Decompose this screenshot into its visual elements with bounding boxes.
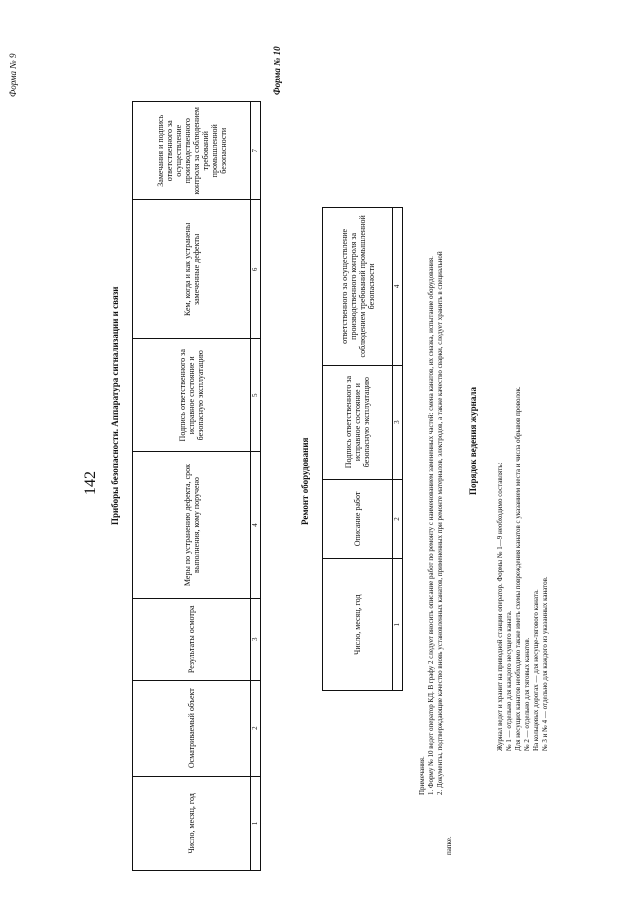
table2-col-number: 2 xyxy=(393,479,403,559)
table1-header-results: Результаты осмотра xyxy=(133,598,251,680)
table1-title: Приборы безопасности. Аппаратура сигнализации и связи xyxy=(110,286,120,525)
table2-number-row xyxy=(393,208,403,691)
table1-header-date: Число, месяц, год xyxy=(133,776,251,870)
table2-col-number: 4 xyxy=(393,208,403,366)
equipment-repair-table xyxy=(322,207,403,691)
table2-header-signature: Подпись ответственного за исправное состояние и безопасную эксплуатацию xyxy=(323,365,393,479)
notes-line: папке. xyxy=(445,836,453,855)
notes-line: 1. Форму № 10 ведет оператор КД. В графу 2 следует вносить описание работ по ремонту с наименованием замененных частей: смена канатов, их смазка, испытание оборудования. xyxy=(427,256,435,795)
table2-col-number: 3 xyxy=(393,365,403,479)
table1-header-remarks: Замечания и подпись ответственного за осуществление производственного контроля за соблюдением требований промышленной безопасности xyxy=(133,102,251,200)
page-number: 142 xyxy=(82,471,99,495)
table2-header-description: Описание работ xyxy=(323,479,393,559)
table1-header-fixed-by: Кем, когда и как устранены замеченные дефекты xyxy=(133,200,251,339)
table2-header-row xyxy=(323,208,393,691)
table1-col-number: 4 xyxy=(251,452,261,599)
table2-header-control: ответственного за осуществление производственного контроля за соблюдением требований промышленной безопасности xyxy=(323,208,393,366)
form-10-label: Форма № 10 xyxy=(272,46,282,95)
table2-title: Ремонт оборудования xyxy=(300,437,310,525)
procedure-line: № 3 и № 4 — отдельно для каждого из указанных канатов. xyxy=(541,576,549,751)
table1-header-measures: Меры по устранению дефекта, срок выполнения, кому поручено xyxy=(133,452,251,599)
notes-heading: Примечания. xyxy=(418,756,426,795)
table2-col-number: 1 xyxy=(393,559,403,691)
table1-number-row xyxy=(251,102,261,871)
table1-header-object: Осматриваемый объект xyxy=(133,680,251,776)
table1-col-number: 6 xyxy=(251,200,261,339)
procedure-line: Журнал ведет и хранит на приводной станции оператор. Формы № 1—9 необходимо составлять: xyxy=(496,462,504,751)
procedure-line: № 2 — отдельно для тяговых канатов. xyxy=(523,637,531,751)
procedure-title: Порядок ведения журнала xyxy=(468,387,478,495)
form-9-label: Форма № 9 xyxy=(8,53,18,97)
table1-header-signature: Подпись ответственного за исправное состояние и безопасную эксплуатацию xyxy=(133,339,251,452)
procedure-line: Для несущих канатов необходимо также иметь схемы повреждения канатов с указанием места и числа обрывов проволок. xyxy=(514,386,522,751)
procedure-line: № 1 — отдельно для каждого несущего каната. xyxy=(505,610,513,751)
table1-col-number: 7 xyxy=(251,102,261,200)
procedure-block xyxy=(496,31,550,751)
table1-col-number: 1 xyxy=(251,776,261,870)
table1-col-number: 2 xyxy=(251,680,261,776)
procedure-line: На кольцевых дорогах — для несуще-тягового каната. xyxy=(532,589,540,751)
table1-col-number: 5 xyxy=(251,339,261,452)
table1-col-number: 3 xyxy=(251,598,261,680)
notes-block xyxy=(418,35,454,855)
table1-header-row xyxy=(133,102,251,871)
table2-header-date: Число, месяц, год xyxy=(323,559,393,691)
safety-devices-table xyxy=(132,101,261,871)
notes-line: 2. Документы, подтверждающие качество вновь установленных канатов, примененных при ремонте материалов, электродов, а также качество сварки, следует хранить в специальной xyxy=(436,251,444,795)
